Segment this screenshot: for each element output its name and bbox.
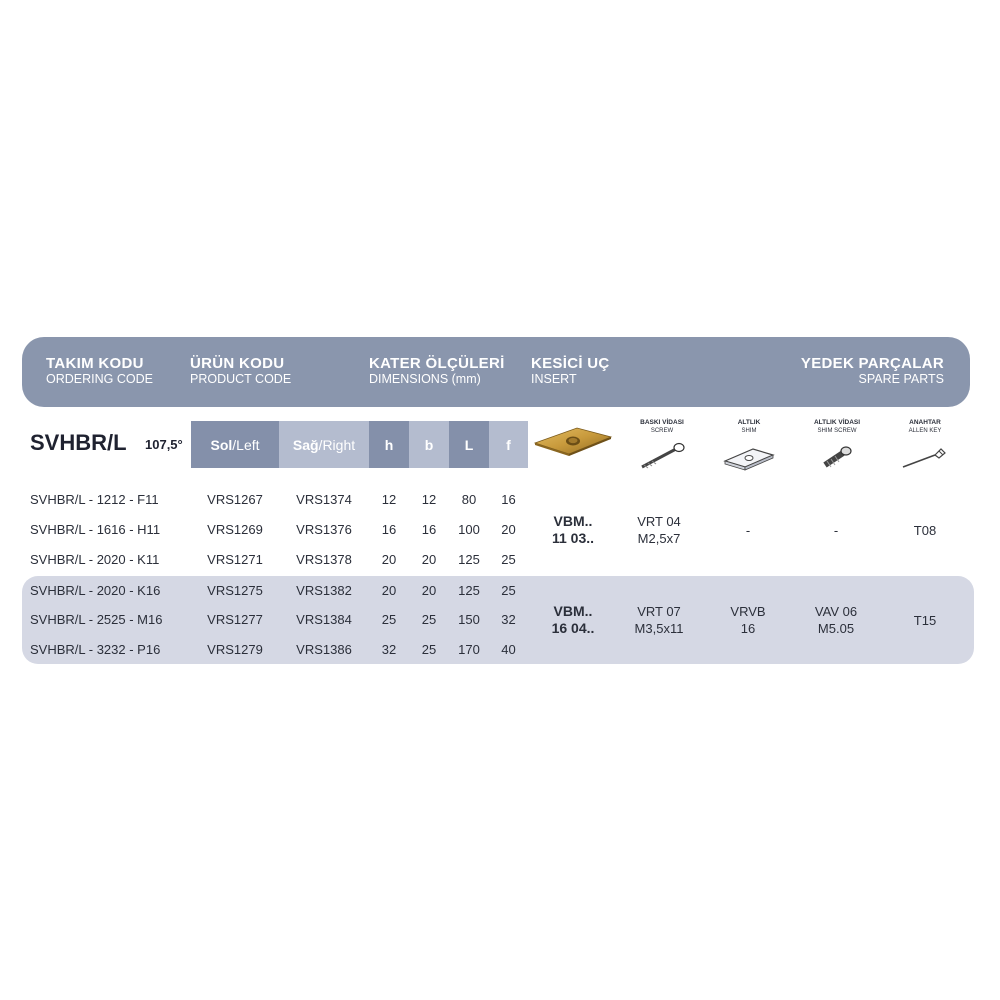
shim-screw-icon — [807, 441, 867, 473]
table-row-f: 25 — [501, 552, 516, 567]
table-row-f: 20 — [501, 522, 516, 537]
table-row-h: 32 — [381, 642, 397, 657]
table-row-h: 20 — [381, 552, 397, 567]
shim-screw-code: VAV 06 M5.05 — [814, 604, 858, 636]
column-b: b — [409, 421, 449, 468]
table-row-left: VRS1269 — [207, 522, 263, 537]
header-spare-parts: YEDEK PARÇALAR SPARE PARTS — [800, 355, 944, 386]
table-row-b: 25 — [421, 642, 437, 657]
shim-icon — [719, 441, 779, 473]
table-row-code: SVHBR/L - 3232 - P16 — [30, 642, 161, 657]
table-row-code: SVHBR/L - 2020 - K11 — [30, 552, 160, 567]
spare-allen-key: ANAHTAR ALLEN KEY — [880, 419, 970, 473]
insert-code: VBM.. 11 03.. — [551, 513, 595, 546]
column-h: h — [369, 421, 409, 468]
table-row-h: 16 — [381, 522, 397, 537]
table-row-left: VRS1271 — [207, 552, 263, 567]
table-row-right: VRS1384 — [296, 612, 352, 627]
table-row-code: SVHBR/L - 2020 - K16 — [30, 583, 161, 598]
allen-key-code: T15 — [913, 613, 937, 628]
table-row-h: 20 — [381, 583, 397, 598]
table-row-f: 16 — [501, 492, 516, 507]
table-row-left: VRS1275 — [207, 583, 263, 598]
table-row-right: VRS1374 — [296, 492, 352, 507]
table-row-code: SVHBR/L - 1212 - F11 — [30, 492, 159, 507]
table-row-h: 12 — [381, 492, 397, 507]
table-row-L: 100 — [458, 522, 480, 537]
allen-key-icon — [895, 441, 955, 473]
table-row-b: 20 — [421, 583, 437, 598]
table-row-b: 20 — [421, 552, 437, 567]
header-insert: KESİCİ UÇ INSERT — [531, 355, 610, 386]
screw-code: VRT 07 M3,5x11 — [634, 604, 684, 636]
table-row-L: 125 — [458, 552, 480, 567]
table-row-h: 25 — [381, 612, 397, 627]
shim-code: - — [745, 523, 751, 538]
insert-image-icon — [533, 425, 613, 457]
table-row-L: 150 — [458, 612, 480, 627]
table-row-right: VRS1378 — [296, 552, 352, 567]
spare-screw: BASKI VİDASI SCREW — [617, 419, 707, 473]
header-product-code: ÜRÜN KODU PRODUCT CODE — [190, 355, 292, 386]
spare-shim-screw: ALTLIK VİDASI SHIM SCREW — [792, 419, 882, 473]
column-L: L — [449, 421, 489, 468]
table-header — [22, 337, 970, 407]
allen-key-code: T08 — [913, 523, 937, 538]
column-left: Sol / Left — [191, 421, 279, 468]
table-row-L: 125 — [458, 583, 480, 598]
product-angle: 107,5° — [145, 437, 183, 452]
table-row-left: VRS1279 — [207, 642, 263, 657]
spare-shim: ALTLIK SHIM — [704, 419, 794, 473]
table-row-L: 170 — [458, 642, 480, 657]
table-row-right: VRS1386 — [296, 642, 352, 657]
table-row-right: VRS1382 — [296, 583, 352, 598]
table-row-right: VRS1376 — [296, 522, 352, 537]
column-f: f — [489, 421, 528, 468]
table-row-left: VRS1277 — [207, 612, 263, 627]
table-row-code: SVHBR/L - 2525 - M16 — [30, 612, 163, 627]
insert-code: VBM.. 16 04.. — [551, 603, 595, 636]
screw-code: VRT 04 M2,5x7 — [637, 514, 681, 546]
table-row-left: VRS1267 — [207, 492, 263, 507]
column-right: Sağ / Right — [279, 421, 369, 468]
shim-screw-code: - — [833, 523, 839, 538]
screw-icon — [632, 441, 692, 473]
table-row-b: 25 — [421, 612, 437, 627]
header-dimensions: KATER ÖLÇÜLERİ DIMENSIONS (mm) — [369, 355, 505, 386]
table-row-f: 32 — [501, 612, 516, 627]
shim-code: VRVB 16 — [730, 604, 766, 636]
table-row-b: 12 — [421, 492, 437, 507]
header-ordering-code: TAKIM KODU ORDERING CODE — [46, 355, 153, 386]
table-row-L: 80 — [461, 492, 477, 507]
product-title: SVHBR/L — [30, 430, 127, 455]
table-row-b: 16 — [421, 522, 437, 537]
table-row-f: 25 — [501, 583, 516, 598]
table-row-code: SVHBR/L - 1616 - H11 — [30, 522, 161, 537]
table-row-f: 40 — [501, 642, 516, 657]
